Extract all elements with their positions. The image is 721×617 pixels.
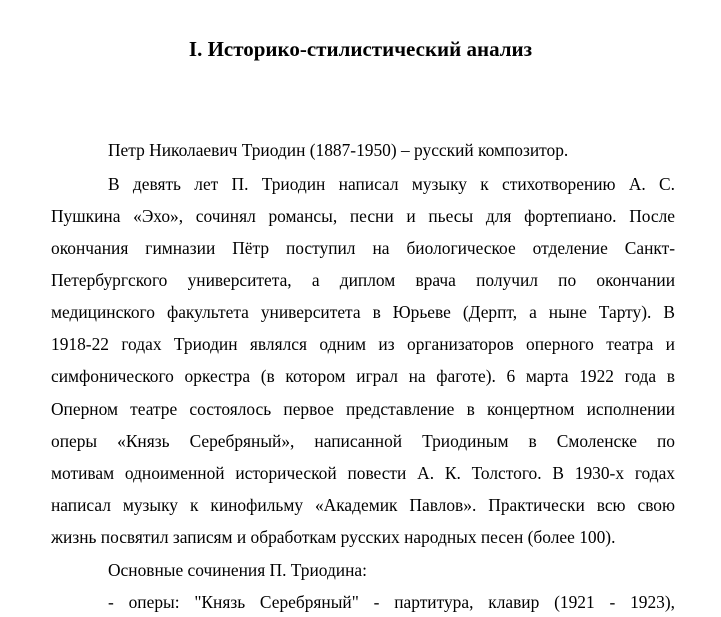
paragraph-line: В девять лет П. Триодин написал музыку к стихотворению А. С. [108, 174, 675, 194]
paragraph-line: написал музыку к кинофильму «Академик Павлов». Практически всю свою [51, 495, 675, 515]
paragraph-line: Оперном театре состоялось первое представление в концертном исполнении [51, 399, 675, 419]
paragraph-line: жизнь посвятил записям и обработкам русских народных песен (более 100). [51, 527, 616, 547]
paragraph-line: Петр Николаевич Триодин (1887-1950) – русский композитор. [108, 140, 569, 160]
paragraph-line: окончания гимназии Пётр поступил на биологическое отделение Санкт- [51, 238, 675, 258]
paragraph-line: Пушкина «Эхо», сочинял романсы, песни и пьесы для фортепиано. После [51, 206, 675, 226]
paragraph-line: оперы «Князь Серебряный», написанной Триодиным в Смоленске по [51, 431, 675, 451]
paragraph-line: медицинского факультета университета в Юрьеве (Дерпт, а ныне Тарту). В [51, 302, 675, 322]
paragraph-line: Петербургского университета, а диплом врача получил по окончании [51, 270, 675, 290]
section-heading: I. Историко-стилистический анализ [188, 37, 533, 61]
paragraph-line: симфонического оркестра (в котором играл на фаготе). 6 марта 1922 года в [51, 366, 675, 386]
list-item-line: - оперы: "Князь Серебряный" - партитура, клавир (1921 - 1923), [108, 592, 675, 612]
paragraph-line: мотивам одноименной исторической повести А. К. Толстого. В 1930-х годах [51, 463, 675, 483]
paragraph-line: Основные сочинения П. Триодина: [108, 560, 367, 580]
paragraph-line: 1918-22 годах Триодин являлся одним из организаторов оперного театра и [51, 334, 675, 354]
